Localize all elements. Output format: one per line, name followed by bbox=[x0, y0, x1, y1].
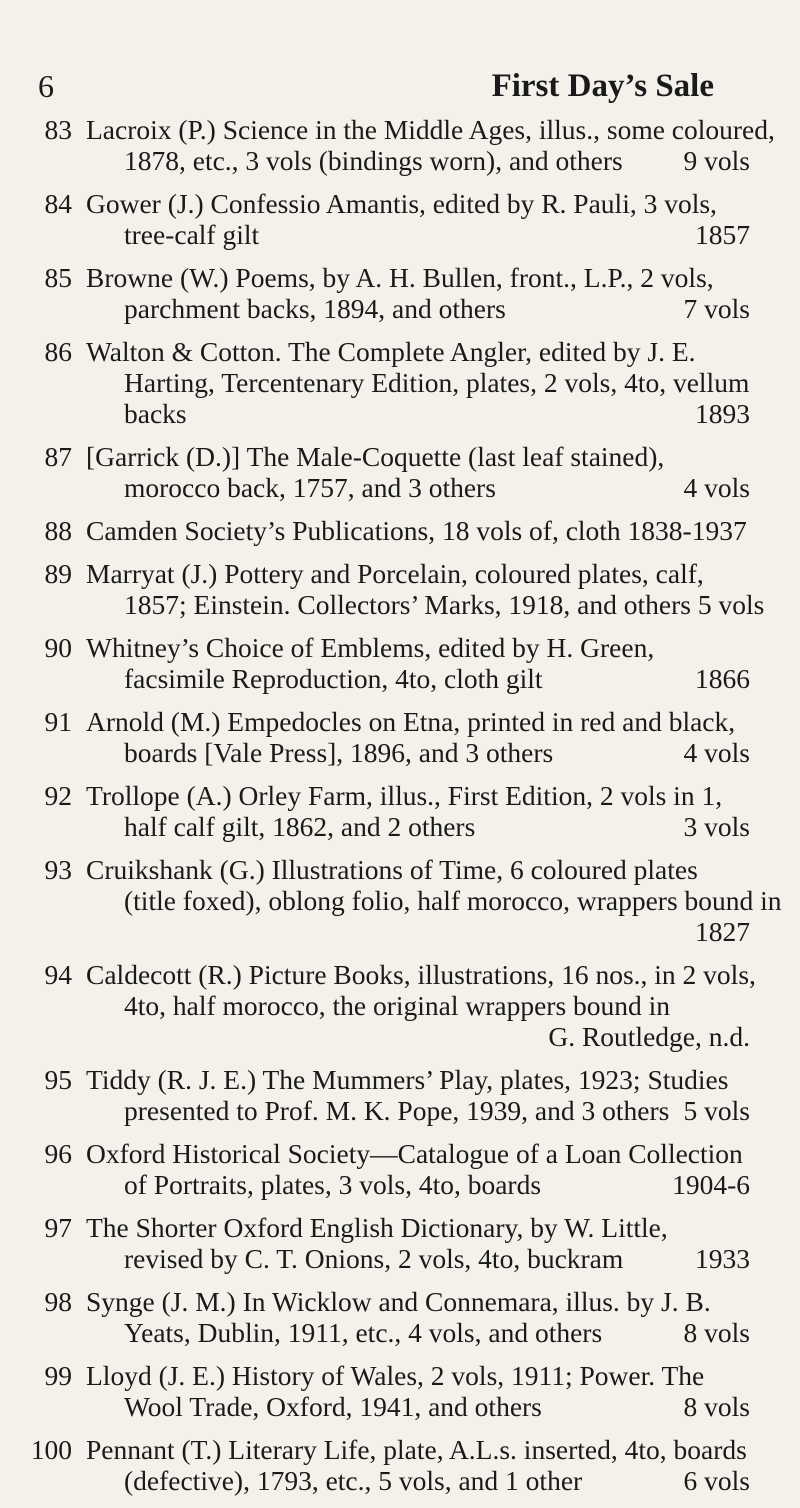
lot-number: 87 bbox=[44, 441, 72, 472]
lot-number: 93 bbox=[44, 854, 72, 885]
list-item bbox=[0, 1138, 800, 1200]
lot-description-line: Oxford Historical Society—Catalogue of a Loan Collection bbox=[86, 1138, 743, 1169]
lot-quantity: 1904-6 bbox=[672, 1169, 750, 1200]
page-title: First Day’s Sale bbox=[491, 68, 714, 104]
lot-description-line: Tiddy (R. J. E.) The Mummers’ Play, plates, 1923; Studies bbox=[86, 1064, 729, 1095]
list-item bbox=[0, 114, 800, 176]
lot-description-line: 1878, etc., 3 vols (bindings worn), and others bbox=[124, 145, 623, 176]
lot-number: 85 bbox=[44, 262, 72, 293]
lot-description-line: morocco back, 1757, and 3 others bbox=[124, 472, 496, 503]
lot-number: 97 bbox=[44, 1212, 72, 1243]
lot-description-line: parchment backs, 1894, and others bbox=[124, 293, 506, 324]
lot-description-line: (title foxed), oblong folio, half morocco, wrappers bound in bbox=[124, 885, 782, 916]
lot-description-line: 4to, half morocco, the original wrappers bound in bbox=[124, 990, 671, 1021]
lot-number: 94 bbox=[44, 959, 72, 990]
list-item bbox=[0, 1360, 800, 1422]
lot-description-line: of Portraits, plates, 3 vols, 4to, boards bbox=[124, 1169, 542, 1200]
lot-description-line: Walton & Cotton. The Complete Angler, edited by J. E. bbox=[86, 336, 696, 367]
lot-quantity: 5 vols bbox=[683, 1095, 750, 1126]
lot-quantity: 1857 bbox=[695, 219, 750, 250]
list-item bbox=[0, 706, 800, 768]
lot-description-line: 1857; Einstein. Collectors’ Marks, 1918, and others 5 vols bbox=[124, 589, 765, 620]
lot-number: 99 bbox=[44, 1360, 72, 1391]
lot-quantity: 1866 bbox=[695, 663, 750, 694]
list-item bbox=[0, 515, 800, 546]
lot-description-line: Lacroix (P.) Science in the Middle Ages, illus., some coloured, bbox=[86, 114, 775, 145]
lot-number: 91 bbox=[44, 706, 72, 737]
lot-quantity: 6 vols bbox=[683, 1465, 750, 1496]
lot-number: 89 bbox=[44, 558, 72, 589]
list-item bbox=[0, 1286, 800, 1348]
list-item bbox=[0, 262, 800, 324]
list-item bbox=[0, 441, 800, 503]
list-item bbox=[0, 780, 800, 842]
list-item bbox=[0, 188, 800, 250]
lot-number: 92 bbox=[44, 780, 72, 811]
lot-description-line: Gower (J.) Confessio Amantis, edited by R. Pauli, 3 vols, bbox=[86, 188, 717, 219]
list-item bbox=[0, 1434, 800, 1496]
lot-quantity: 1893 bbox=[695, 398, 750, 429]
page-number: 6 bbox=[38, 68, 54, 104]
lot-description-line: Synge (J. M.) In Wicklow and Connemara, illus. by J. B. bbox=[86, 1286, 711, 1317]
lot-number: 100 bbox=[30, 1434, 72, 1465]
lot-quantity: G. Routledge, n.d. bbox=[548, 1021, 750, 1052]
lot-description-line: facsimile Reproduction, 4to, cloth gilt bbox=[124, 663, 543, 694]
lot-quantity: 3 vols bbox=[683, 811, 750, 842]
lot-description-line: Harting, Tercentenary Edition, plates, 2 vols, 4to, vellum bbox=[124, 367, 750, 398]
lot-description-line: presented to Prof. M. K. Pope, 1939, and 3 others bbox=[124, 1095, 670, 1126]
lot-description-line: backs bbox=[124, 398, 187, 429]
lot-number: 86 bbox=[44, 336, 72, 367]
lot-quantity: 4 vols bbox=[683, 737, 750, 768]
lot-number: 83 bbox=[44, 114, 72, 145]
lot-number: 95 bbox=[44, 1064, 72, 1095]
lot-description-line: Browne (W.) Poems, by A. H. Bullen, front., L.P., 2 vols, bbox=[86, 262, 714, 293]
lot-number: 84 bbox=[44, 188, 72, 219]
page-header bbox=[0, 0, 800, 104]
lot-description-line: Camden Society’s Publications, 18 vols of, cloth 1838-1937 bbox=[86, 515, 747, 546]
lot-quantity: 4 vols bbox=[683, 472, 750, 503]
lot-quantity: 9 vols bbox=[683, 145, 750, 176]
lot-description-line: (defective), 1793, etc., 5 vols, and 1 other bbox=[124, 1465, 583, 1496]
lot-description-line: The Shorter Oxford English Dictionary, by W. Little, bbox=[86, 1212, 668, 1243]
list-item bbox=[0, 336, 800, 429]
lot-number: 88 bbox=[44, 515, 72, 546]
lot-description-line: tree-calf gilt bbox=[124, 219, 260, 250]
lot-quantity: 7 vols bbox=[683, 293, 750, 324]
lot-description-line: Lloyd (J. E.) History of Wales, 2 vols, 1911; Power. The bbox=[86, 1360, 705, 1391]
lot-number: 90 bbox=[44, 632, 72, 663]
list-item bbox=[0, 959, 800, 1052]
lot-description-line: Trollope (A.) Orley Farm, illus., First Edition, 2 vols in 1, bbox=[86, 780, 723, 811]
lot-number: 96 bbox=[44, 1138, 72, 1169]
lot-description-line: Pennant (T.) Literary Life, plate, A.L.s. inserted, 4to, boards bbox=[86, 1434, 747, 1465]
lot-description-line: Wool Trade, Oxford, 1941, and others bbox=[124, 1391, 542, 1422]
lot-description-line: [Garrick (D.)] The Male-Coquette (last leaf stained), bbox=[86, 441, 665, 472]
lot-description-line: Arnold (M.) Empedocles on Etna, printed in red and black, bbox=[86, 706, 736, 737]
lot-list bbox=[0, 114, 800, 1508]
lot-description-line: half calf gilt, 1862, and 2 others bbox=[124, 811, 476, 842]
list-item bbox=[0, 632, 800, 694]
lot-description-line: Caldecott (R.) Picture Books, illustrations, 16 nos., in 2 vols, bbox=[86, 959, 756, 990]
list-item bbox=[0, 1064, 800, 1126]
lot-number: 98 bbox=[44, 1286, 72, 1317]
lot-description-line: Whitney’s Choice of Emblems, edited by H. Green, bbox=[86, 632, 655, 663]
list-item bbox=[0, 1212, 800, 1274]
lot-quantity: 8 vols bbox=[683, 1317, 750, 1348]
lot-quantity: 1827 bbox=[695, 916, 750, 947]
list-item bbox=[0, 854, 800, 947]
lot-description-line: Cruikshank (G.) Illustrations of Time, 6 coloured plates bbox=[86, 854, 698, 885]
list-item bbox=[0, 558, 800, 620]
lot-description-line: boards [Vale Press], 1896, and 3 others bbox=[124, 737, 554, 768]
lot-description-line: Yeats, Dublin, 1911, etc., 4 vols, and others bbox=[124, 1317, 603, 1348]
lot-description-line: Marryat (J.) Pottery and Porcelain, coloured plates, calf, bbox=[86, 558, 704, 589]
lot-description-line: revised by C. T. Onions, 2 vols, 4to, buckram bbox=[124, 1243, 624, 1274]
lot-quantity: 8 vols bbox=[683, 1391, 750, 1422]
lot-quantity: 1933 bbox=[695, 1243, 750, 1274]
